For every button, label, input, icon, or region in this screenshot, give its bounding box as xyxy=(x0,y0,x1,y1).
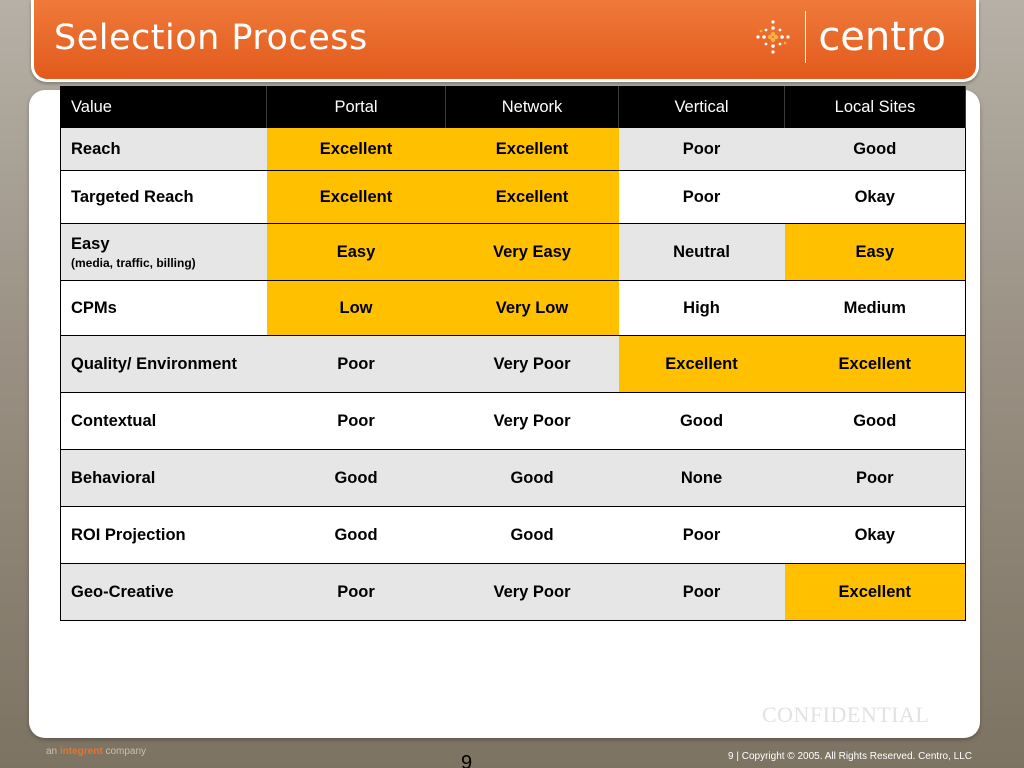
rating-cell: Low xyxy=(267,281,446,336)
table-row xyxy=(61,450,966,507)
rating-cell: Poor xyxy=(619,128,785,171)
rating-cell: Poor xyxy=(619,171,785,224)
row-label-cell xyxy=(61,171,267,224)
table-header-row xyxy=(61,87,966,128)
table-row xyxy=(61,171,966,224)
rating-cell: High xyxy=(619,281,785,336)
row-label-cell xyxy=(61,393,267,450)
row-label: Quality/ Environment xyxy=(71,354,237,373)
rating-cell: Poor xyxy=(785,450,966,507)
table-row xyxy=(61,336,966,393)
rating-cell: Excellent xyxy=(619,336,785,393)
table-row xyxy=(61,564,966,621)
logo-divider xyxy=(805,11,806,63)
row-label-cell xyxy=(61,507,267,564)
confidential-watermark: CONFIDENTIAL xyxy=(762,702,930,727)
row-label-cell xyxy=(61,224,267,281)
row-label-cell xyxy=(61,128,267,171)
page-title: Selection Process xyxy=(54,18,368,58)
page-number: 9 xyxy=(461,752,473,768)
rating-cell: Poor xyxy=(619,507,785,564)
row-label: Contextual xyxy=(71,411,157,430)
row-label: Behavioral xyxy=(71,468,156,487)
rating-cell: Excellent xyxy=(267,171,446,224)
integrent-prefix: an xyxy=(46,746,58,757)
table-row xyxy=(61,393,966,450)
rating-cell: Good xyxy=(267,507,446,564)
rating-cell: None xyxy=(619,450,785,507)
column-header: Local Sites xyxy=(785,87,966,128)
rating-cell: Very Easy xyxy=(446,224,619,281)
rating-cell: Poor xyxy=(267,393,446,450)
row-label: ROI Projection xyxy=(71,525,186,544)
row-label-cell xyxy=(61,564,267,621)
logo-wordmark: centro xyxy=(818,14,946,60)
rating-cell: Excellent xyxy=(785,336,966,393)
rating-cell: Easy xyxy=(267,224,446,281)
rating-cell: Excellent xyxy=(267,128,446,171)
column-header: Portal xyxy=(267,87,446,128)
integrent-tagline xyxy=(46,746,146,757)
rating-cell: Okay xyxy=(785,171,966,224)
rating-cell: Good xyxy=(785,393,966,450)
row-label: Geo-Creative xyxy=(71,582,174,601)
row-label: Targeted Reach xyxy=(71,187,194,206)
header-bar xyxy=(31,0,979,82)
row-label-cell xyxy=(61,281,267,336)
rating-cell: Good xyxy=(785,128,966,171)
rating-cell: Okay xyxy=(785,507,966,564)
rating-cell: Poor xyxy=(619,564,785,621)
rating-cell: Excellent xyxy=(446,128,619,171)
rating-cell: Very Poor xyxy=(446,393,619,450)
rating-cell: Very Poor xyxy=(446,336,619,393)
centro-logo xyxy=(753,10,946,64)
copyright-text: 9 | Copyright © 2005. All Rights Reserved. Centro, LLC xyxy=(728,751,972,762)
rating-cell: Good xyxy=(619,393,785,450)
rating-cell: Very Low xyxy=(446,281,619,336)
table-row xyxy=(61,224,966,281)
rating-cell: Excellent xyxy=(446,171,619,224)
integrent-suffix: company xyxy=(105,746,147,757)
row-label: Reach xyxy=(71,139,121,158)
rating-cell: Medium xyxy=(785,281,966,336)
column-header: Value xyxy=(61,87,267,128)
rating-cell: Good xyxy=(267,450,446,507)
selection-table xyxy=(60,86,966,621)
row-label-cell xyxy=(61,336,267,393)
table-row xyxy=(61,281,966,336)
rating-cell: Neutral xyxy=(619,224,785,281)
row-label: CPMs xyxy=(71,298,117,317)
table-row xyxy=(61,507,966,564)
row-sublabel: (media, traffic, billing) xyxy=(71,255,196,270)
rating-cell: Poor xyxy=(267,336,446,393)
centro-logo-icon xyxy=(753,17,793,57)
rating-cell: Good xyxy=(446,507,619,564)
rating-cell: Good xyxy=(446,450,619,507)
row-label: Easy xyxy=(71,234,110,253)
table-row xyxy=(61,128,966,171)
row-label-cell xyxy=(61,450,267,507)
column-header: Vertical xyxy=(619,87,785,128)
rating-cell: Excellent xyxy=(785,564,966,621)
rating-cell: Easy xyxy=(785,224,966,281)
rating-cell: Poor xyxy=(267,564,446,621)
integrent-brand: integrent xyxy=(59,746,103,757)
column-header: Network xyxy=(446,87,619,128)
rating-cell: Very Poor xyxy=(446,564,619,621)
